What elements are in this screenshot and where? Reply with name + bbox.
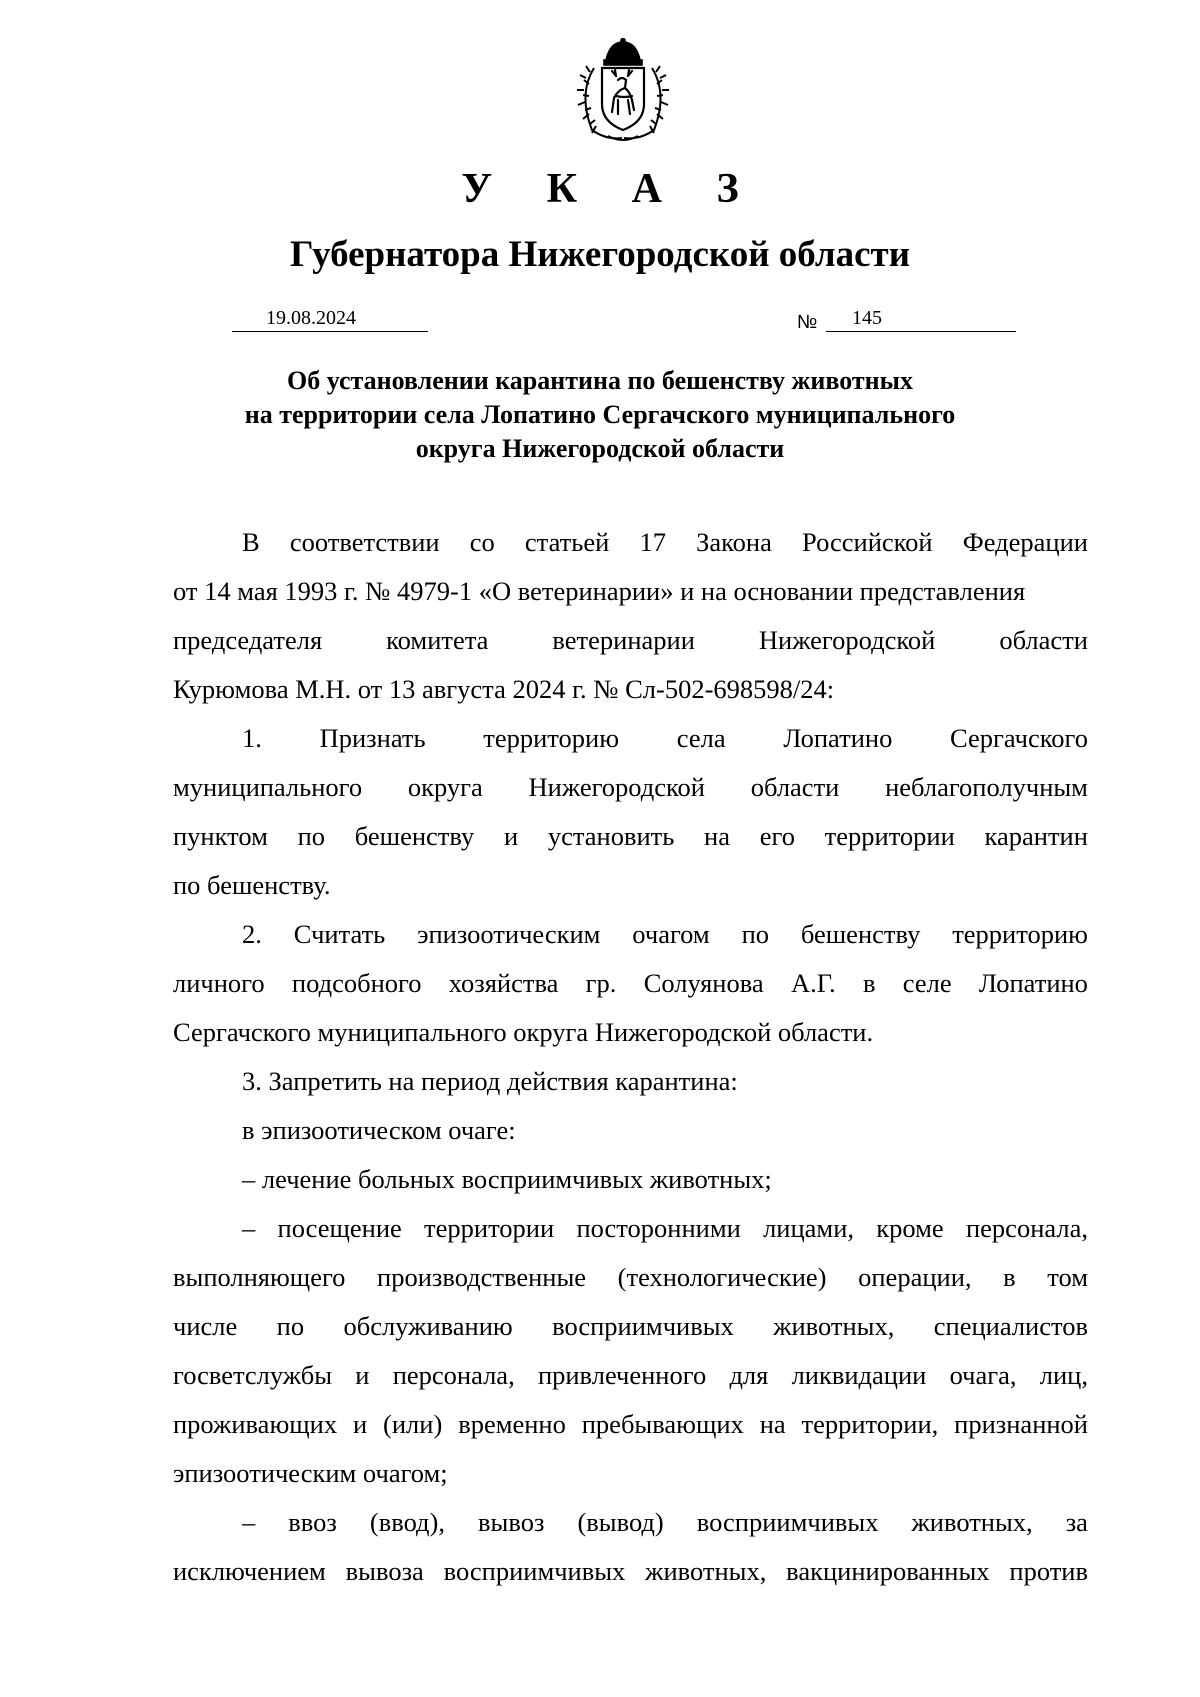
- decree-date: 19.08.2024: [266, 307, 356, 329]
- body-word: в: [1003, 1262, 1016, 1292]
- body-word: лиц,: [1039, 1360, 1088, 1390]
- body-word: признанной: [954, 1409, 1088, 1439]
- body-word: (ввод),: [369, 1507, 445, 1537]
- body-line: [173, 1302, 1088, 1351]
- decree-issuer: Губернатора Нижегородской области: [289, 234, 911, 275]
- body-word: и: [352, 1409, 368, 1439]
- body-word: для: [729, 1360, 769, 1390]
- body-word: области: [750, 772, 840, 802]
- body-word: операции,: [858, 1262, 972, 1292]
- body-word: пребывающих: [581, 1409, 744, 1439]
- body-line: – лечение больных восприимчивых животных;: [242, 1164, 772, 1194]
- body-word: производственные: [377, 1262, 587, 1292]
- body-line: 3. Запретить на период действия карантина:: [242, 1066, 738, 1096]
- body-word: персонала,: [392, 1360, 515, 1390]
- body-word: (вывод): [577, 1507, 664, 1537]
- body-word: –: [242, 1213, 256, 1243]
- body-line: [173, 1498, 1088, 1547]
- body-word: и: [355, 1360, 370, 1390]
- body-word: гр.: [585, 968, 617, 998]
- body-word: обслуживанию: [343, 1311, 513, 1341]
- body-word: восприимчивых: [552, 1311, 734, 1341]
- body-line: по бешенству.: [173, 870, 331, 900]
- body-word: муниципального: [173, 772, 363, 802]
- body-line: [173, 910, 1088, 959]
- body-word: Лопатино: [978, 968, 1088, 998]
- body-word: Сергачского: [950, 723, 1088, 753]
- body-word: персонала,: [965, 1213, 1088, 1243]
- body-word: ликвидации: [791, 1360, 927, 1390]
- body-word: лицами,: [763, 1213, 855, 1243]
- body-word: восприимчивых: [443, 1556, 626, 1586]
- body-word: области: [999, 625, 1088, 655]
- body-word: пунктом: [173, 821, 268, 851]
- body-word: (технологические): [617, 1262, 827, 1292]
- body-word: –: [242, 1507, 256, 1537]
- body-word: специалистов: [933, 1311, 1088, 1341]
- coat-of-arms-icon: [572, 38, 674, 144]
- body-word: Федерации: [962, 527, 1088, 557]
- body-line: [173, 763, 1088, 812]
- body-line: [173, 714, 1088, 763]
- body-word: неблагополучным: [885, 772, 1088, 802]
- body-word: временно: [458, 1409, 566, 1439]
- body-word: карантин: [984, 821, 1088, 851]
- body-word: Нижегородской: [758, 625, 936, 655]
- body-word: 2.: [242, 919, 262, 949]
- body-word: восприимчивых: [696, 1507, 879, 1537]
- body-word: вывоза: [345, 1556, 424, 1586]
- body-word: исключением: [173, 1556, 326, 1586]
- body-line: Курюмова М.Н. от 13 августа 2024 г. № Сл-502-698598/24:: [173, 674, 835, 704]
- body-word: выполняющего: [173, 1262, 346, 1292]
- body-word: установить: [547, 821, 675, 851]
- decree-heading: [150, 364, 1050, 466]
- body-word: Признать: [319, 723, 426, 753]
- body-line: эпизоотическим очагом;: [173, 1458, 448, 1488]
- body-word: в: [862, 968, 876, 998]
- body-word: госветслужбы: [173, 1360, 333, 1390]
- body-word: ввоз: [288, 1507, 337, 1537]
- body-line: [173, 959, 1088, 1008]
- body-word: 1.: [242, 723, 262, 753]
- body-word: за: [1065, 1507, 1088, 1537]
- body-word: территорию: [952, 919, 1088, 949]
- body-word: села: [676, 723, 726, 753]
- body-word: бешенству: [354, 821, 475, 851]
- decree-title: У К А З: [461, 166, 761, 212]
- body-word: Нижегородской: [528, 772, 705, 802]
- heading-line: Об установлении карантина по бешенству животных: [287, 366, 913, 395]
- heading-line: округа Нижегородской области: [415, 434, 785, 463]
- body-word: бешенству: [800, 919, 921, 949]
- body-word: посещение: [277, 1213, 402, 1243]
- body-word: животных,: [645, 1556, 767, 1586]
- body-word: 17: [639, 527, 666, 557]
- body-line: [173, 812, 1088, 861]
- body-word: территории: [424, 1213, 555, 1243]
- decree-number-field: [826, 307, 1016, 332]
- body-word: на: [704, 821, 730, 851]
- body-word: очагом: [632, 919, 710, 949]
- body-line: [173, 518, 1088, 567]
- body-line: в эпизоотическом очаге:: [242, 1115, 516, 1145]
- body-word: том: [1047, 1262, 1088, 1292]
- body-word: статьей: [524, 527, 610, 557]
- body-word: соответствии: [289, 527, 440, 557]
- body-word: территории,: [801, 1409, 939, 1439]
- body-line: от 14 мая 1993 г. № 4979-1 «О ветеринарии» и на основании представления: [173, 576, 1026, 606]
- body-word: А.Г.: [790, 968, 836, 998]
- body-word: привлеченного: [537, 1360, 707, 1390]
- body-word: числе: [173, 1311, 238, 1341]
- body-word: ветеринарии: [552, 625, 695, 655]
- body-word: Считать: [293, 919, 386, 949]
- body-word: со: [469, 527, 495, 557]
- body-word: хозяйства: [448, 968, 559, 998]
- body-word: по: [741, 919, 769, 949]
- body-line: [173, 616, 1088, 665]
- body-word: вывоз: [478, 1507, 545, 1537]
- body-word: округа: [407, 772, 483, 802]
- body-word: территории: [824, 821, 955, 851]
- body-word: комитета: [386, 625, 489, 655]
- body-word: (или): [383, 1409, 443, 1439]
- body-word: и: [503, 821, 519, 851]
- body-word: очага,: [949, 1360, 1017, 1390]
- body-word: эпизоотическим: [417, 919, 601, 949]
- body-word: председателя: [173, 625, 323, 655]
- body-word: животных,: [773, 1311, 895, 1341]
- body-word: кроме: [876, 1213, 944, 1243]
- body-word: по: [276, 1311, 305, 1341]
- body-line: [173, 1400, 1088, 1449]
- heading-line: на территории села Лопатино Сергачского муниципального: [244, 400, 956, 429]
- body-word: посторонними: [576, 1213, 741, 1243]
- body-line: [173, 1204, 1088, 1253]
- body-word: по: [297, 821, 326, 851]
- decree-body: [173, 518, 1088, 1596]
- body-word: Солуянова: [643, 968, 764, 998]
- body-line: [173, 1253, 1088, 1302]
- body-line: Сергачского муниципального округа Нижегородской области.: [173, 1017, 874, 1047]
- decree-date-field: [232, 307, 428, 332]
- body-word: проживающих: [173, 1409, 338, 1439]
- body-word: его: [759, 821, 795, 851]
- body-word: Российской: [802, 527, 933, 557]
- number-sign: №: [797, 312, 818, 333]
- body-word: В: [242, 527, 260, 557]
- body-word: территорию: [483, 723, 620, 753]
- body-word: на: [759, 1409, 786, 1439]
- body-word: против: [1009, 1556, 1088, 1586]
- body-word: животных,: [911, 1507, 1033, 1537]
- body-word: вакцинированных: [786, 1556, 990, 1586]
- body-word: личного: [173, 968, 265, 998]
- body-line: [173, 1351, 1088, 1400]
- body-word: подсобного: [291, 968, 422, 998]
- body-word: селе: [902, 968, 952, 998]
- body-word: Лопатино: [783, 723, 893, 753]
- decree-number: 145: [852, 307, 882, 329]
- body-word: Закона: [696, 527, 772, 557]
- body-line: [173, 1547, 1088, 1596]
